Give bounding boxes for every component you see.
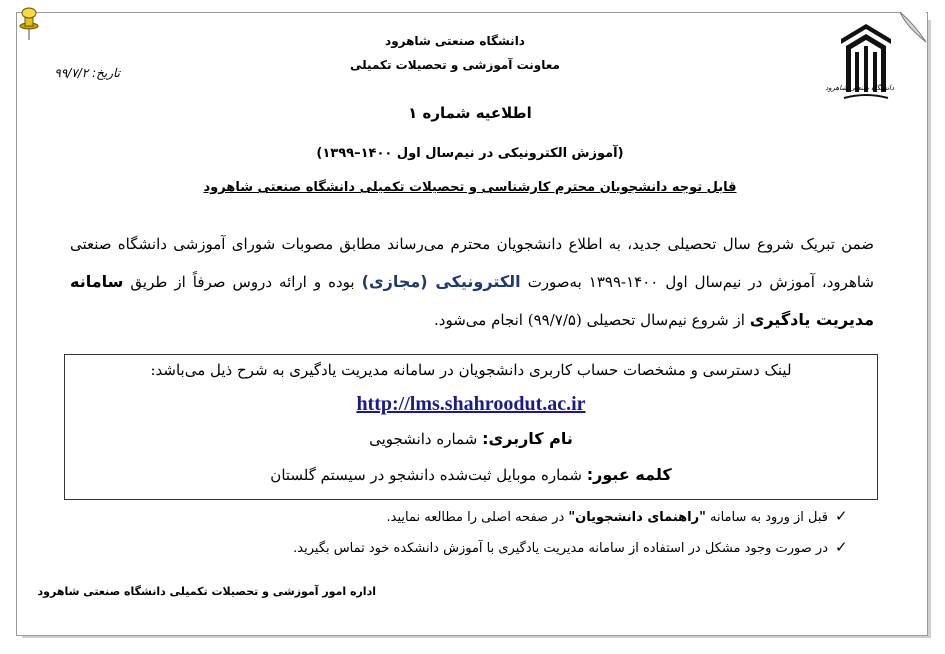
username-value: شماره دانشجویی bbox=[369, 430, 478, 448]
date bbox=[30, 66, 120, 80]
deputy-name: معاونت آموزشی و تحصیلات تکمیلی bbox=[350, 58, 560, 72]
username-label: نام کاربری: bbox=[482, 429, 573, 448]
body-text-2: بوده و ارائه دروس صرفاً از طریق bbox=[130, 273, 355, 291]
body-emphasis-lms: سامانه مدیریت یادگیری bbox=[70, 272, 874, 329]
body-text-3: از شروع نیم‌سال تحصیلی (۹۹/۷/۵) انجام می‌شود. bbox=[434, 311, 745, 329]
page-curl-icon bbox=[900, 12, 927, 44]
lms-link[interactable]: http://lms.shahroodut.ac.ir bbox=[356, 393, 586, 415]
notice-addressee: قابل توجه دانشجویان محترم کارشناسی و تحصیلات تکمیلی دانشگاه صنعتی شاهرود bbox=[203, 180, 737, 195]
body-emphasis-electronic: الکترونیکی (مجازی) bbox=[361, 272, 521, 291]
password-value: شماره موبایل ثبت‌شده دانشجو در سیستم گلستان bbox=[270, 466, 582, 484]
body-text-1: ضمن تبریک شروع سال تحصیلی جدید، به اطلاع دانشجویان محترم می‌رساند مطابق مصوبات شورای آموزشی دانشگاه صنعتی شاهرود، آموزش در نیم‌سال اول ۱۴۰۰-۱۳۹۹ به‌صورت bbox=[70, 235, 874, 291]
notice-title: اطلاعیه شماره ۱ bbox=[408, 104, 532, 122]
date-value: ۹۹/۷/۲ bbox=[54, 66, 89, 80]
note-2-text: در صورت وجود مشکل در استفاده از سامانه مدیریت یادگیری با آموزش دانشکده خود تماس بگیرید. bbox=[293, 541, 828, 556]
note-2 bbox=[180, 541, 828, 556]
account-info-box bbox=[64, 354, 878, 500]
body-paragraph bbox=[70, 226, 874, 339]
note-1-post: در صفحه اصلی را مطالعه نمایید. bbox=[386, 510, 569, 525]
note-1 bbox=[300, 510, 828, 525]
checkmark-icon: ✓ bbox=[835, 507, 848, 525]
date-label: تاریخ: bbox=[92, 66, 120, 80]
box-intro: لینک دسترسی و مشخصات حساب کاربری دانشجویان در سامانه مدیریت یادگیری به شرح ذیل می‌باشد: bbox=[150, 361, 792, 379]
lms-link-row bbox=[65, 393, 877, 416]
password-label: کلمه عبور: bbox=[586, 465, 672, 484]
notice-subtitle: (آموزش الکترونیکی در نیم‌سال اول ۱۴۰۰–۱۳۹۹) bbox=[316, 146, 624, 161]
logo-caption: دانشگاه صنعتی شاهرود bbox=[825, 84, 894, 92]
password-row bbox=[65, 465, 877, 484]
footer-office: اداره امور آموزشی و تحصیلات تکمیلی دانشگاه صنعتی شاهرود bbox=[37, 585, 376, 598]
note-1-bold: "راهنمای دانشجویان" bbox=[568, 510, 706, 525]
pushpin-icon bbox=[18, 4, 40, 42]
username-row bbox=[65, 429, 877, 448]
note-1-pre: قبل از ورود به سامانه bbox=[705, 510, 828, 525]
university-name: دانشگاه صنعتی شاهرود bbox=[385, 34, 525, 48]
checkmark-icon: ✓ bbox=[835, 538, 848, 556]
